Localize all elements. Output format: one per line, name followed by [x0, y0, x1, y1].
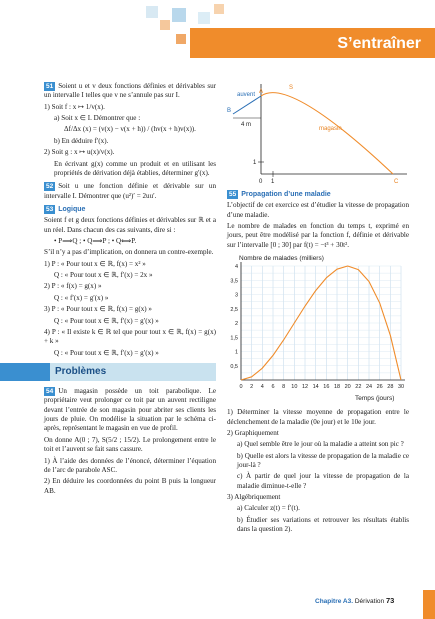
exercise-number: 55	[229, 191, 237, 198]
header-tile	[172, 8, 186, 22]
item: 3) P : « Pour tout x ∈ ℝ, f(x) = g(x) »	[44, 305, 152, 314]
label-C: C	[394, 179, 399, 185]
question: 1) Déterminer la vitesse moyenne de propagation entre le déclenchement de la maladie (0e jour) et le 10e jour.	[227, 408, 409, 426]
exercise-text: Le nombre de malades en fonction du temps t, exprimé en jours, peut être modélisé par la fonction f, définie et dérivable sur l’intervalle [0 ; 30] par f(t) = −t³ + 30t².	[227, 222, 409, 249]
x-tick-label: 14	[312, 384, 319, 391]
x-tick-label: 22	[355, 384, 362, 391]
label-S: S	[289, 85, 294, 91]
question: a) Quel semble être le jour où la maladie a atteint son pic ?	[237, 440, 404, 449]
store-diagram	[227, 82, 409, 186]
header-tile	[198, 12, 210, 24]
exercise-51	[44, 82, 216, 101]
note: S’il n’y a pas d’implication, on donnera un contre-exemple.	[44, 248, 214, 257]
question: b) Quelle est alors la vitesse de propagation de la maladie ce jour-là ?	[237, 451, 409, 469]
question: 1) Soit f : x ↦ 1/v(x).	[44, 102, 105, 111]
roof-parabola	[261, 93, 393, 174]
header-tile	[160, 20, 170, 30]
y-tick-label: 0,5	[230, 363, 238, 370]
label-A: A	[259, 89, 264, 95]
x-tick-label: 16	[323, 384, 330, 391]
cases: • P⟹Q ; • Q⟹P ; • Q⟺P.	[54, 237, 137, 246]
question: 3) Algébriquement	[227, 493, 281, 502]
question: a) Calculer z(t) = f′(t).	[237, 504, 300, 513]
exercise-55	[227, 190, 409, 199]
x-tick-label: 20	[344, 384, 351, 391]
footer	[315, 596, 394, 607]
section-header-bar	[0, 363, 50, 381]
exercise-text: L’objectif de cet exercice est d’étudier la vitesse de propagation d’une maladie.	[227, 201, 409, 219]
question: b) Étudier ses variations et retrouver les résultats établis dans la question 2).	[237, 515, 409, 534]
x-tick-label: 28	[387, 384, 394, 391]
x-tick-label: 24	[365, 384, 373, 391]
item: 1) P : « Pour tout x ∈ ℝ, f(x) = x² »	[44, 259, 146, 268]
y-tick-label: 2,5	[230, 306, 238, 313]
auvent-line	[233, 96, 261, 114]
item: Q : « f′(x) = g′(x) »	[54, 293, 109, 302]
item: Q : « Pour tout x ∈ ℝ, f′(x) = g′(x) »	[54, 316, 159, 325]
store-diagram-svg	[227, 82, 409, 186]
item: 2) P : « f(x) = g(x) »	[44, 282, 102, 291]
header-tile	[146, 6, 158, 18]
y-tick-label: 1	[234, 349, 238, 356]
question: b) En déduire f′(x).	[54, 136, 109, 145]
exercise-text: Soient u et v deux fonctions définies et dérivables sur un intervalle I telles que v ne s’annule pas sur I.	[44, 82, 216, 100]
disease-chart-svg	[227, 252, 409, 402]
exercise-text: On donne A(0 ; 7), S(5/2 ; 15/2). Le prolongement entre le toit et l’auvent se fait sans cassure.	[44, 435, 216, 454]
right-column	[227, 82, 409, 536]
x-tick-label: 26	[376, 384, 383, 391]
item: Q : « Pour tout x ∈ ℝ, f′(x) = g′(x) »	[54, 348, 159, 357]
label-B: B	[227, 108, 232, 114]
exercise-number: 54	[46, 387, 54, 395]
x-tick-label: 2	[250, 384, 254, 391]
question: 2) Soit g : x ↦ u(x)/v(x).	[44, 148, 115, 157]
label-auvent: auvent	[237, 92, 256, 98]
x-tick-label: 10	[291, 384, 298, 391]
footer-chapter: Chapitre A3.	[315, 598, 354, 605]
exercise-number: 53	[46, 205, 54, 213]
exercise-52	[44, 182, 216, 201]
chart-ylabel: Nombre de malades (milliers)	[239, 255, 324, 263]
label-4m: 4 m	[241, 122, 252, 128]
y-tick-label: 4	[234, 264, 238, 271]
x-tick-label: 18	[333, 384, 341, 391]
exercise-title: Logique	[58, 205, 86, 213]
section-header-problemes	[0, 363, 216, 381]
formula: Δf/Δx (x) = (v(x) − v(x + h)) / (hv(x + h)v(x)).	[64, 125, 196, 134]
exercise-text: Soient f et g deux fonctions définies et dérivables sur ℝ et a un réel. Dans chacun des cas suivants, dire si :	[44, 216, 216, 234]
section-title: Problèmes	[55, 365, 107, 377]
footer-bar	[423, 590, 435, 619]
footer-section: Dérivation	[354, 598, 385, 605]
exercise-title: Propagation d’une maladie	[241, 191, 331, 198]
chart-ticks	[230, 262, 405, 390]
exercise-text: Soit u une fonction définie et dérivable sur un intervalle I. Démontrer que (u²)′ = 2uu′.	[44, 182, 216, 200]
exercise-53	[44, 205, 216, 214]
exercise-number: 51	[46, 83, 54, 90]
y-tick-label: 2	[234, 321, 238, 328]
label-y1: 1	[253, 160, 257, 166]
x-tick-label: 4	[260, 384, 264, 391]
chart-grid	[241, 266, 401, 380]
item: Q : « Pour tout x ∈ ℝ, f′(x) = 2x »	[54, 271, 153, 280]
label-x1: 1	[271, 179, 275, 185]
x-tick-label: 6	[271, 384, 275, 391]
question-text: En écrivant g(x) comme un produit et en utilisant les propriétés de dérivation déjà établies, déterminer g′(x).	[54, 159, 216, 177]
question: c) À partir de quel jour la vitesse de propagation de la maladie diminue-t-elle ?	[237, 472, 409, 490]
disease-chart	[227, 252, 409, 402]
x-tick-label: 8	[282, 384, 286, 391]
left-column	[44, 82, 216, 498]
y-tick-label: 1,5	[230, 335, 238, 342]
header-tile	[176, 34, 186, 44]
exercise-54	[44, 387, 216, 434]
label-magasin: magasin	[319, 126, 342, 132]
y-tick-label: 3,5	[230, 278, 238, 285]
exercise-number: 52	[46, 183, 54, 191]
x-tick-label: 12	[301, 384, 309, 391]
x-tick-label: 30	[397, 384, 405, 391]
question: 1) À l’aide des données de l’énoncé, déterminer l’équation de l’arc de parabole ASC.	[44, 456, 216, 474]
item: 4) P : « Il existe k ∈ ℝ tel que pour tout x ∈ ℝ, f(x) = g(x) + k »	[44, 327, 216, 346]
y-tick-label: 3	[234, 292, 238, 299]
chart-xlabel: Temps (jours)	[355, 395, 395, 403]
question: 2) En déduire les coordonnées du point B puis la longueur AB.	[44, 477, 216, 495]
page-title: S’entraîner	[337, 35, 421, 52]
page-number: 73	[385, 596, 395, 605]
exercise-text: Un magasin possède un toit parabolique. Le propriétaire veut prolonger ce toit par un auvent rectiligne devant l’entrée de son magasin pour abriter ses clients les jours de pluie. On modélise la situation par le schéma ci-après, représentant le magasin en vue de profil.	[44, 386, 216, 433]
x-tick-label: 0	[239, 384, 243, 391]
label-origin: 0	[259, 179, 263, 185]
question: 2) Graphiquement	[227, 428, 279, 437]
header-tile	[214, 4, 224, 14]
question: a) Soit x ∈ I. Démontrer que :	[54, 114, 141, 123]
